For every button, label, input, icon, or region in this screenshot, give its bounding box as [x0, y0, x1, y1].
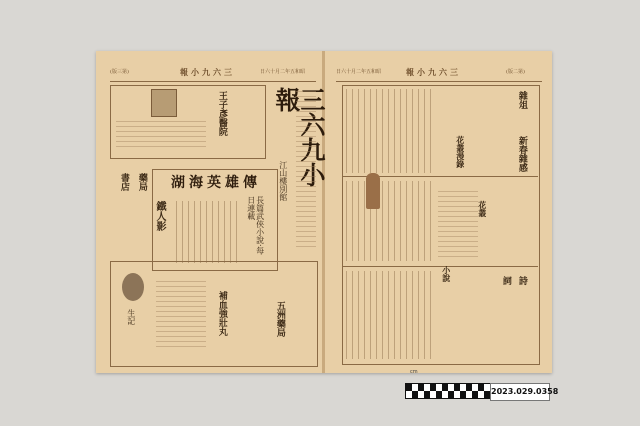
bottom-ad-3: 生記: [126, 309, 136, 325]
bottom-ad-2: 五洲藥局: [274, 301, 285, 337]
right-col-3: 詩: [516, 276, 527, 285]
serial-intro: 長篇武俠小說·每日連載: [246, 196, 265, 255]
left-column-text: [296, 91, 316, 251]
crest-image: [151, 89, 177, 117]
portrait-image: [122, 273, 144, 301]
color-scale-bar: [405, 383, 491, 399]
serial-title: 湖海英雄傳: [171, 175, 261, 191]
left-page-number: (版三第): [110, 69, 129, 75]
right-header-rule: [336, 81, 542, 82]
top-ad-text: [116, 121, 206, 151]
right-col-6: 花叢漫錄: [455, 136, 466, 168]
right-text-block-3: [346, 271, 436, 359]
left-date-strip: 日六十月二年五和昭: [260, 69, 306, 75]
accession-label: 2023.029.0358: [490, 383, 550, 401]
right-col-1: 雜俎: [516, 91, 527, 109]
left-page-header: [110, 67, 316, 81]
right-date-strip: 日六十月二年五和昭: [336, 69, 382, 75]
bottom-ad-text: [156, 281, 206, 351]
right-col-7: 小說: [441, 266, 452, 282]
right-col-2: 新春雜感: [516, 136, 527, 172]
deity-illustration: [366, 173, 380, 209]
right-text-block-4: [438, 191, 478, 261]
side-ad-1: 書店: [118, 173, 129, 191]
right-page-header: [336, 67, 542, 81]
bottom-ad-1: 補血強壯丸: [216, 291, 227, 336]
right-page-number: (版二第): [506, 69, 525, 75]
right-divider-2: [342, 266, 538, 267]
left-header-rule: [110, 81, 316, 82]
column-right: 江山樓別館: [278, 161, 288, 201]
right-col-5: 花叢: [477, 201, 488, 217]
left-header-title: 報小九六三: [180, 67, 235, 77]
top-ad-title: 王子彥醫院: [216, 91, 227, 136]
right-text-block-1: [346, 89, 436, 173]
masthead: 三六九小報: [272, 87, 326, 187]
scale-label: cm: [410, 369, 418, 375]
right-header-title: 報小九六三: [406, 67, 461, 77]
right-text-block-2: [346, 181, 436, 261]
serial-subbox: 鐵人影: [154, 201, 165, 231]
serial-body-text: [176, 201, 238, 263]
newspaper-sheet: [96, 51, 552, 373]
side-ad-2: 藥局: [136, 173, 147, 191]
right-col-4: 詞: [500, 276, 511, 285]
